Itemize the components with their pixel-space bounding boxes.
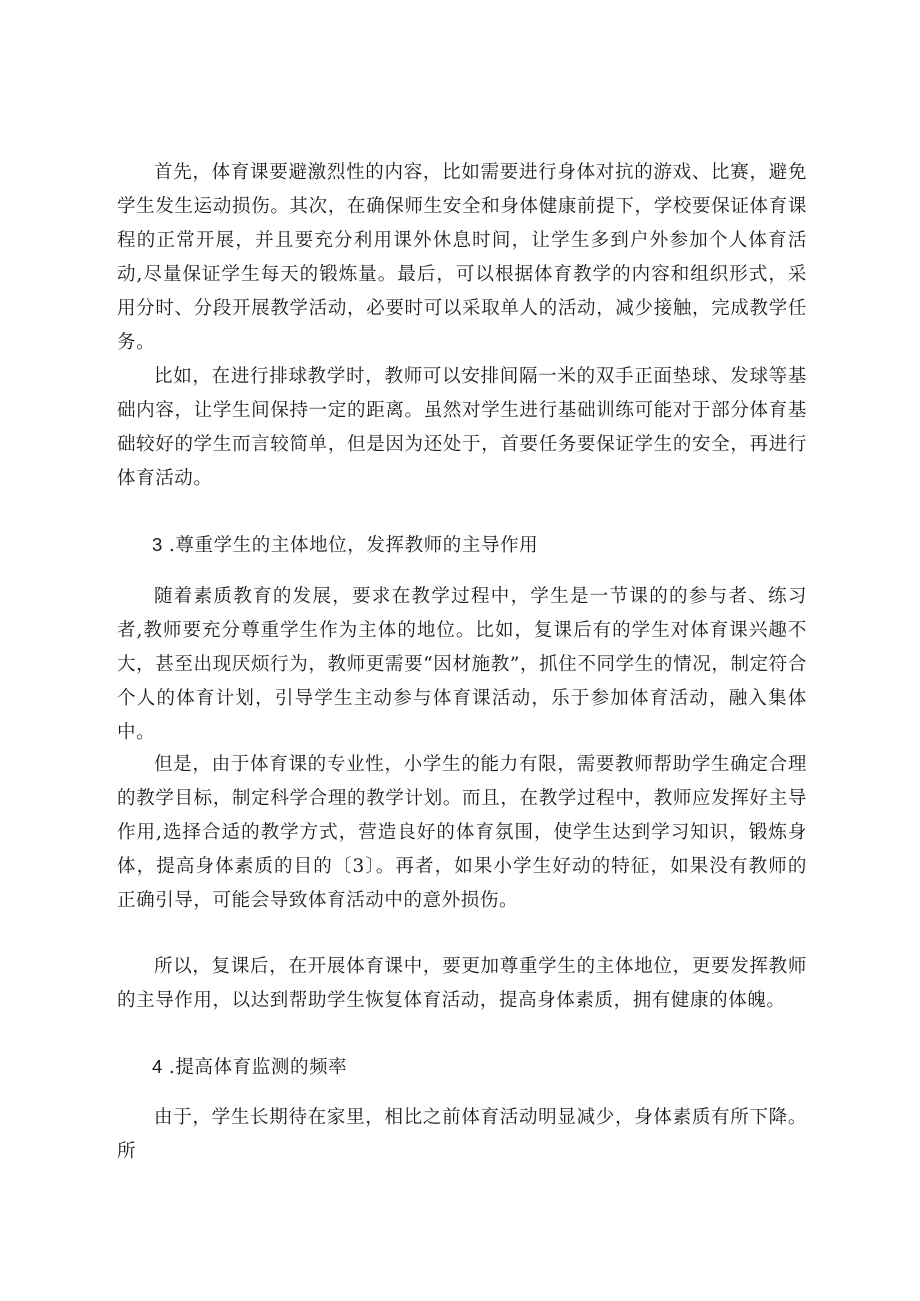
paragraph-monitoring-frequency: 由于，学生长期待在家里，相比之前体育活动明显减少，身体素质有所下降。所	[117, 1107, 807, 1162]
paragraph-conclusion: 所以，复课后，在开展体育课中，要更加尊重学生的主体地位，更要发挥教师的主导作用，以达到帮助学生恢复体育活动，提高身体素质，拥有健康的体魄。	[117, 956, 807, 1011]
section-heading-4	[152, 1050, 812, 1085]
paragraph-safety-measures: 首先，体育课要避激烈性的内容，比如需要进行身体对抗的游戏、比赛，避免学生发生运动损伤。其次，在确保师生安全和身体健康前提下，学校要保证体育课程的正常开展，并且要充分利用课外休息时间，让学生多到户外参加个人体育活动,尽量保证学生每天的锻炼量。最后，可以根据体育教学的内容和组织形式，采用分时、分段开展教学活动，必要时可以采取单人的活动，减少接触，完成教学任务。	[117, 162, 807, 353]
section-heading-3	[152, 528, 812, 563]
section-number: 4	[152, 1056, 163, 1077]
section-title: .提高体育监测的频率	[168, 1057, 348, 1078]
paragraph-teacher-guidance: 但是，由于体育课的专业性，小学生的能力有限，需要教师帮助学生确定合理的教学目标，制定科学合理的教学计划。而且，在教学过程中，教师应发挥好主导作用,选择合适的教学方式，营造良好的体育氛围，使学生达到学习知识，锻炼身体，提高身体素质的目的〔3〕。再者，如果小学生好动的特征，如果没有教师的正确引导，可能会导致体育活动中的意外损伤。	[117, 754, 807, 911]
section-number: 3	[152, 534, 163, 555]
paragraph-volleyball-example: 比如，在进行排球教学时，教师可以安排间隔一米的双手正面垫球、发球等基础内容，让学生间保持一定的距离。虽然对学生进行基础训练可能对于部分体育基础较好的学生而言较简单，但是因为还处于，首要任务要保证学生的安全，再进行体育活动。	[117, 366, 807, 489]
paragraph-student-subject: 随着素质教育的发展，要求在教学过程中，学生是一节课的的参与者、练习者,教师要充分尊重学生作为主体的地位。比如，复课后有的学生对体育课兴趣不大，甚至出现厌烦行为，教师更需要“因材施教”，抓住不同学生的情况，制定符合个人的体育计划，引导学生主动参与体育课活动，乐于参加体育活动，融入集体中。	[117, 586, 807, 743]
section-title: .尊重学生的主体地位，发挥教师的主导作用	[168, 535, 539, 556]
